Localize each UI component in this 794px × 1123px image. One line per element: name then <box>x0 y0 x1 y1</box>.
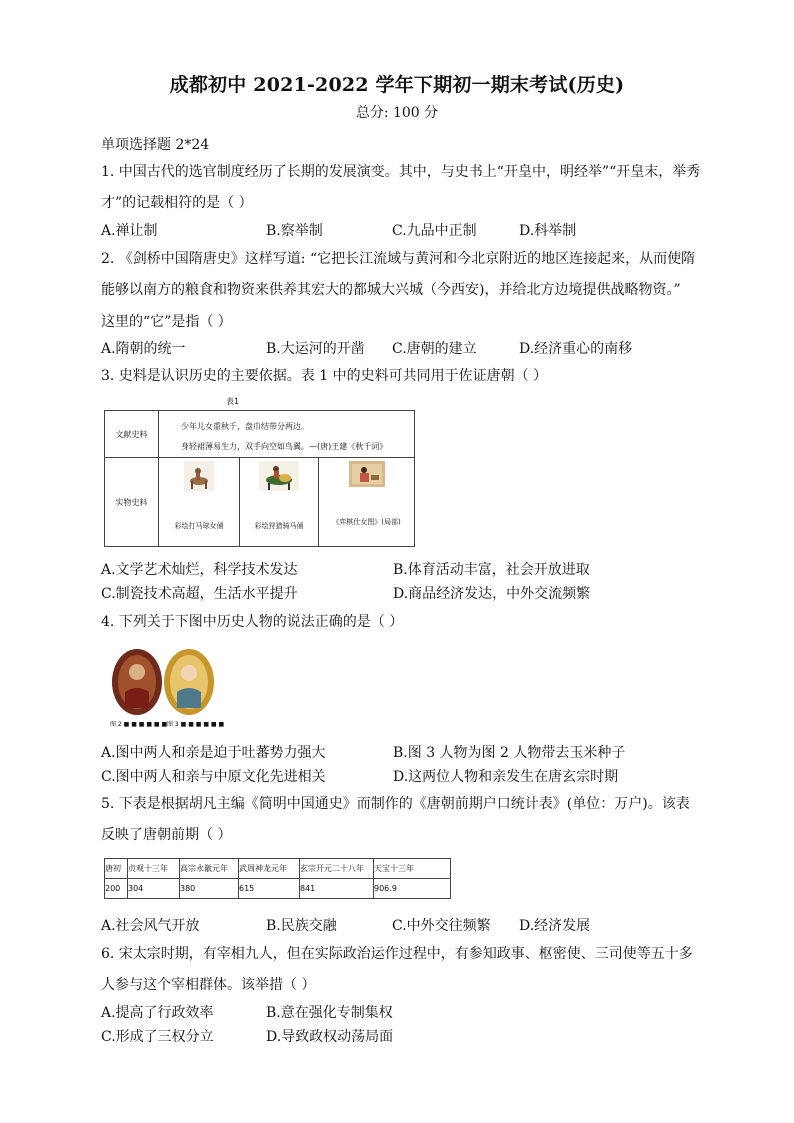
q3-option-a: A.文学艺术灿烂，科学技术发达 <box>101 562 298 578</box>
q5-option-c: C.中外交往频繁 <box>392 918 491 934</box>
table-value-cell: 615 <box>239 879 300 899</box>
q1-stem-line2: 才”的记载相符的是（ ） <box>101 195 253 211</box>
source-table <box>104 410 415 547</box>
q3-option-c: C.制瓷技术高超，生活水平提升 <box>101 586 298 602</box>
q2-stem-line2: 能够以南方的粮食和物资来供养其宏大的都城大兴城（今西安)，并给北方边境提供战略物资。” <box>101 282 681 298</box>
q5-option-a: A.社会风气开放 <box>101 918 200 934</box>
artifact-caption-2: 彩绘狩猎骑马俑 <box>254 522 304 530</box>
historical-figures <box>110 648 225 728</box>
q2-stem-line3: 这里的“它”是指（ ） <box>101 314 232 330</box>
q2-option-b: B.大运河的开凿 <box>266 341 365 357</box>
table-value-cell: 380 <box>180 879 239 899</box>
artifact-caption-3: 《弈棋仕女图》(局部) <box>332 518 401 526</box>
total-score: 总分: 100 分 <box>355 105 439 121</box>
q6-option-d: D.导致政权动荡局面 <box>266 1029 394 1045</box>
q6-option-a: A.提高了行政效率 <box>101 1005 214 1021</box>
artifact-caption-1: 彩绘打马球女俑 <box>174 522 224 530</box>
q3-option-b: B.体育活动丰富，社会开放进取 <box>393 562 590 578</box>
q3-option-d: D.商品经济发达，中外交流频繁 <box>393 586 591 602</box>
q4-stem: 4. 下列关于下图中历史人物的说法正确的是（ ） <box>101 614 404 630</box>
q1-option-c: C.九品中正制 <box>392 223 477 239</box>
q5-option-b: B.民族交融 <box>266 918 337 934</box>
table-header-cell: 天宝十三年 <box>374 859 451 879</box>
artifact-cell <box>240 458 319 547</box>
table-header-cell: 唐初 <box>105 859 128 879</box>
q5-option-d: D.经济发展 <box>519 918 591 934</box>
artifact-cell <box>159 458 240 547</box>
table-header-cell: 武周神龙元年 <box>239 859 300 879</box>
table-header-cell: 高宗永徽元年 <box>180 859 239 879</box>
poem-line2: 身轻裙薄易生力，双手向空如鸟翼。—(唐)王建《秋千词》 <box>181 442 388 451</box>
table-header-cell: 玄宗开元二十八年 <box>300 859 374 879</box>
q2-option-c: C.唐朝的建立 <box>392 341 477 357</box>
q4-option-a: A.图中两人和亲是迫于吐蕃势力强大 <box>101 745 326 761</box>
table-value-cell: 304 <box>128 879 180 899</box>
artifact-cell <box>319 458 415 547</box>
q6-option-b: B.意在强化专制集权 <box>266 1005 393 1021</box>
table-value-cell: 841 <box>300 879 374 899</box>
section-heading: 单项选择题 2*24 <box>101 137 210 153</box>
figure3-caption: 图 3 ■ ■ ■ ■ ■ ■ <box>167 721 225 728</box>
q4-option-b: B.图 3 人物为图 2 人物带去玉米种子 <box>393 745 626 761</box>
q3-stem: 3. 史料是认识历史的主要依据。表 1 中的史料可共同用于佐证唐朝（ ） <box>101 368 548 384</box>
q1-option-b: B.察举制 <box>266 223 323 239</box>
q4-option-c: C.图中两人和亲与中原文化先进相关 <box>101 769 326 785</box>
q1-option-a: A.禅让制 <box>101 223 158 239</box>
household-table <box>104 858 451 899</box>
table-value-cell: 200 <box>105 879 128 899</box>
q1-stem-line1: 1. 中国古代的选官制度经历了长期的发展演变。其中，与史书上“开皇中，明经举”“开皇末，举秀 <box>101 164 701 180</box>
q1-option-d: D.科举制 <box>519 223 577 239</box>
q6-option-c: C.形成了三权分立 <box>101 1029 214 1045</box>
portrait-images <box>110 648 220 718</box>
painting-detail-image <box>349 461 385 487</box>
q6-stem-line1: 6. 宋太宗时期，有宰相九人，但在实际政治运作过程中，有参知政事、枢密使、三司使等五十多 <box>101 946 693 962</box>
row-label-physical: 实物史料 <box>105 458 159 547</box>
q4-option-d: D.这两位人物和亲发生在唐玄宗时期 <box>393 769 619 785</box>
polo-figurine-image <box>184 461 214 491</box>
table-header-cell: 贞观十三年 <box>128 859 180 879</box>
poem-line1: 少年儿女重秋千，盘巾结带分两边。 <box>181 422 309 431</box>
page-title: 成都初中 2021-2022 学年下期初一期末考试(历史) <box>169 74 625 96</box>
q5-stem-line1: 5. 下表是根据胡凡主编《简明中国通史》而制作的《唐朝前期户口统计表》(单位：万户)。该表 <box>101 796 690 812</box>
row-label-literary: 文献史料 <box>105 411 159 458</box>
q2-stem-line1: 2. 《剑桥中国隋唐史》这样写道: “它把长江流域与黄河和今北京附近的地区连接起来，从而使隋 <box>101 251 696 267</box>
q2-option-d: D.经济重心的南移 <box>519 341 633 357</box>
hunting-rider-image <box>259 461 299 491</box>
figure2-caption: 图 2 ■ ■ ■ ■ ■ ■ <box>110 721 168 728</box>
q6-stem-line2: 人参与这个宰相群体。该举措（ ） <box>101 977 316 993</box>
table-value-cell: 906.9 <box>374 879 451 899</box>
q2-option-a: A.隋朝的统一 <box>101 341 186 357</box>
table1-caption: 表1 <box>226 397 240 406</box>
q5-stem-line2: 反映了唐朝前期（ ） <box>101 827 232 843</box>
